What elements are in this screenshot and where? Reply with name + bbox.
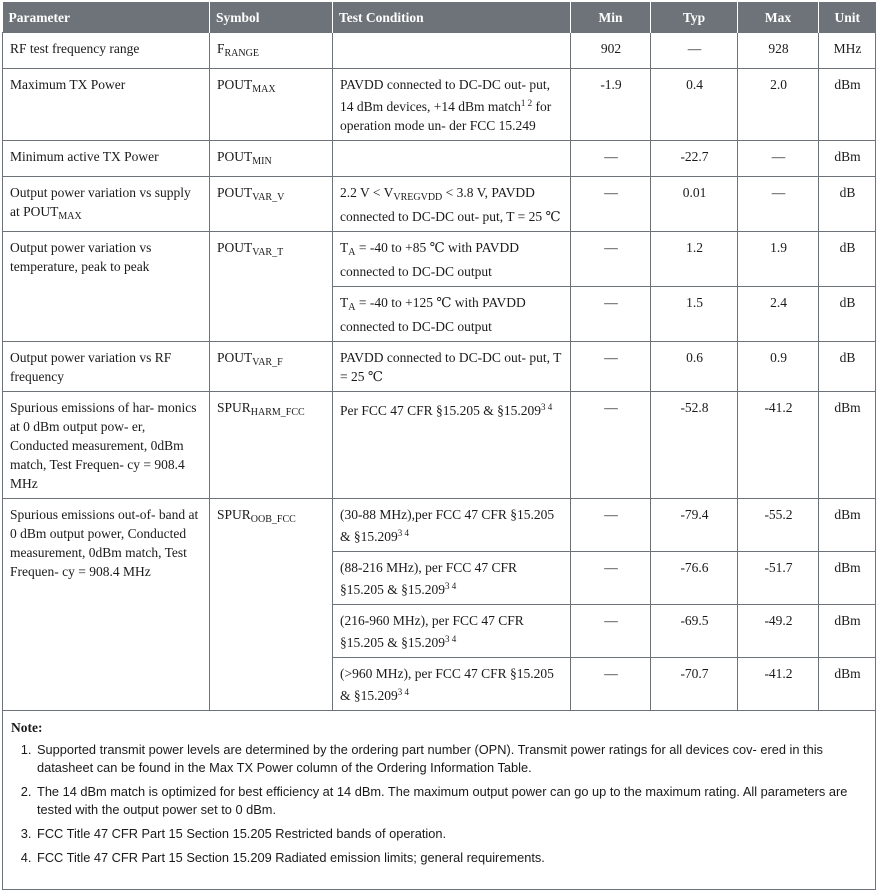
max-cell: — bbox=[738, 141, 819, 177]
unit-cell: dB bbox=[819, 232, 876, 287]
unit-cell: dBm bbox=[819, 141, 876, 177]
header-parameter: Parameter bbox=[3, 2, 210, 33]
symbol-cell: $SPUR_{HARM\_FCC}$ bbox=[210, 392, 333, 499]
note-list bbox=[11, 741, 867, 867]
table-row bbox=[3, 141, 876, 177]
parameter-cell: Output power variation vs temperature, peak to peak bbox=[3, 232, 210, 342]
parameter-cell: Minimum active TX Power bbox=[3, 141, 210, 177]
condition-cell: $T_A = -40$ to +85 ℃ with PAVDD connected to DC-DC output bbox=[333, 232, 571, 287]
min-cell: — bbox=[571, 499, 651, 552]
condition-cell: PAVDD connected to DC-DC out- put, T = 25 ℃ bbox=[333, 342, 571, 392]
parameter-cell: Output power variation vs supply at $POUT_{MAX}$ bbox=[3, 177, 210, 232]
min-cell: — bbox=[571, 177, 651, 232]
header-row bbox=[3, 2, 876, 33]
note-item: 3. FCC Title 47 CFR Part 15 Section 15.205 Restricted bands of operation. bbox=[35, 825, 867, 843]
max-cell: 2.4 bbox=[738, 287, 819, 342]
header-condition: Test Condition bbox=[333, 2, 571, 33]
unit-cell: dB bbox=[819, 177, 876, 232]
typ-cell: 1.2 bbox=[651, 232, 738, 287]
typ-cell: 0.01 bbox=[651, 177, 738, 232]
typ-cell: -22.7 bbox=[651, 141, 738, 177]
max-cell: -41.2 bbox=[738, 658, 819, 711]
unit-cell: MHz bbox=[819, 33, 876, 69]
min-cell: — bbox=[571, 392, 651, 499]
symbol-cell: $POUT_{VAR\_T}$ bbox=[210, 232, 333, 342]
spec-table bbox=[2, 2, 876, 890]
typ-cell: -70.7 bbox=[651, 658, 738, 711]
condition-cell: PAVDD connected to DC-DC out- put, 14 dBm devices, +14 dBm match$^{1 2}$ for operation mode un- der FCC 15.249 bbox=[333, 69, 571, 141]
min-cell: -1.9 bbox=[571, 69, 651, 141]
table-row bbox=[3, 33, 876, 69]
note-row bbox=[3, 711, 876, 890]
unit-cell: dBm bbox=[819, 69, 876, 141]
max-cell: -51.7 bbox=[738, 552, 819, 605]
unit-cell: dBm bbox=[819, 392, 876, 499]
note-box bbox=[3, 711, 876, 890]
unit-cell: dBm bbox=[819, 499, 876, 552]
max-cell: -41.2 bbox=[738, 392, 819, 499]
min-cell: — bbox=[571, 287, 651, 342]
min-cell: — bbox=[571, 232, 651, 287]
condition-cell bbox=[333, 141, 571, 177]
typ-cell: 1.5 bbox=[651, 287, 738, 342]
unit-cell: dB bbox=[819, 287, 876, 342]
symbol-cell: $POUT_{VAR\_V}$ bbox=[210, 177, 333, 232]
note-item: 2. The 14 dBm match is optimized for best efficiency at 14 dBm. The maximum output power can go up to the maximum rating. All parameters are tested with the output power set to 0 dBm. bbox=[35, 783, 867, 819]
table-row bbox=[3, 177, 876, 232]
parameter-cell: Output power variation vs RF frequency bbox=[3, 342, 210, 392]
condition-cell: $T_A = -40$ to +125 ℃ with PAVDD connected to DC-DC output bbox=[333, 287, 571, 342]
note-item: 1. Supported transmit power levels are determined by the ordering part number (OPN). Transmit power ratings for all devices cov- ered in this datasheet can be found in the Max TX Power column of the Ordering Information Table. bbox=[35, 741, 867, 777]
parameter-cell: Spurious emissions out-of- band at 0 dBm output power, Conducted measurement, 0dBm match, Test Frequen- cy = 908.4 MHz bbox=[3, 499, 210, 711]
parameter-cell: Spurious emissions of har- monics at 0 dBm output pow- er, Conducted measurement, 0dBm match, Test Frequen- cy = 908.4 MHz bbox=[3, 392, 210, 499]
min-cell: 902 bbox=[571, 33, 651, 69]
max-cell: -55.2 bbox=[738, 499, 819, 552]
table-row bbox=[3, 342, 876, 392]
parameter-cell: Maximum TX Power bbox=[3, 69, 210, 141]
min-cell: — bbox=[571, 141, 651, 177]
table-row bbox=[3, 392, 876, 499]
condition-cell bbox=[333, 33, 571, 69]
max-cell: — bbox=[738, 177, 819, 232]
symbol-cell: $POUT_{VAR\_F}$ bbox=[210, 342, 333, 392]
min-cell: — bbox=[571, 658, 651, 711]
symbol-cell: $POUT_{MIN}$ bbox=[210, 141, 333, 177]
unit-cell: dBm bbox=[819, 658, 876, 711]
typ-cell: -52.8 bbox=[651, 392, 738, 499]
condition-cell: (216-960 MHz), per FCC 47 CFR §15.205 & $\S 15.209^{3 4}$ bbox=[333, 605, 571, 658]
condition-cell: Per FCC 47 CFR §15.205 & $\S 15.209^{3 4}$ bbox=[333, 392, 571, 499]
typ-cell: -79.4 bbox=[651, 499, 738, 552]
header-max: Max bbox=[738, 2, 819, 33]
unit-cell: dBm bbox=[819, 605, 876, 658]
table-row bbox=[3, 69, 876, 141]
unit-cell: dBm bbox=[819, 552, 876, 605]
note-title: Note: bbox=[11, 720, 43, 735]
max-cell: 0.9 bbox=[738, 342, 819, 392]
table-row bbox=[3, 232, 876, 287]
max-cell: 2.0 bbox=[738, 69, 819, 141]
symbol-cell: $POUT_{MAX}$ bbox=[210, 69, 333, 141]
table-row bbox=[3, 499, 876, 552]
typ-cell: 0.4 bbox=[651, 69, 738, 141]
min-cell: — bbox=[571, 605, 651, 658]
condition-cell: (30-88 MHz),per FCC 47 CFR §15.205 & $\S 15.209^{3 4}$ bbox=[333, 499, 571, 552]
condition-cell: 2.2 $V < V_{VREGVDD} < 3.8$ V, PAVDD connected to DC-DC out- put, T = 25 ℃ bbox=[333, 177, 571, 232]
max-cell: 1.9 bbox=[738, 232, 819, 287]
unit-cell: dB bbox=[819, 342, 876, 392]
symbol-cell: $F_{RANGE}$ bbox=[210, 33, 333, 69]
parameter-cell: RF test frequency range bbox=[3, 33, 210, 69]
condition-cell: (88-216 MHz), per FCC 47 CFR §15.205 & $\S 15.209^{3 4}$ bbox=[333, 552, 571, 605]
typ-cell: — bbox=[651, 33, 738, 69]
max-cell: 928 bbox=[738, 33, 819, 69]
condition-cell: (>960 MHz), per FCC 47 CFR §15.205 & $\S 15.209^{3 4}$ bbox=[333, 658, 571, 711]
header-typ: Typ bbox=[651, 2, 738, 33]
note-item: 4. FCC Title 47 CFR Part 15 Section 15.209 Radiated emission limits; general requirements. bbox=[35, 849, 867, 867]
typ-cell: -76.6 bbox=[651, 552, 738, 605]
header-min: Min bbox=[571, 2, 651, 33]
min-cell: — bbox=[571, 552, 651, 605]
typ-cell: 0.6 bbox=[651, 342, 738, 392]
typ-cell: -69.5 bbox=[651, 605, 738, 658]
max-cell: -49.2 bbox=[738, 605, 819, 658]
header-unit: Unit bbox=[819, 2, 876, 33]
symbol-cell: $SPUR_{OOB\_FCC}$ bbox=[210, 499, 333, 711]
min-cell: — bbox=[571, 342, 651, 392]
header-symbol: Symbol bbox=[210, 2, 333, 33]
